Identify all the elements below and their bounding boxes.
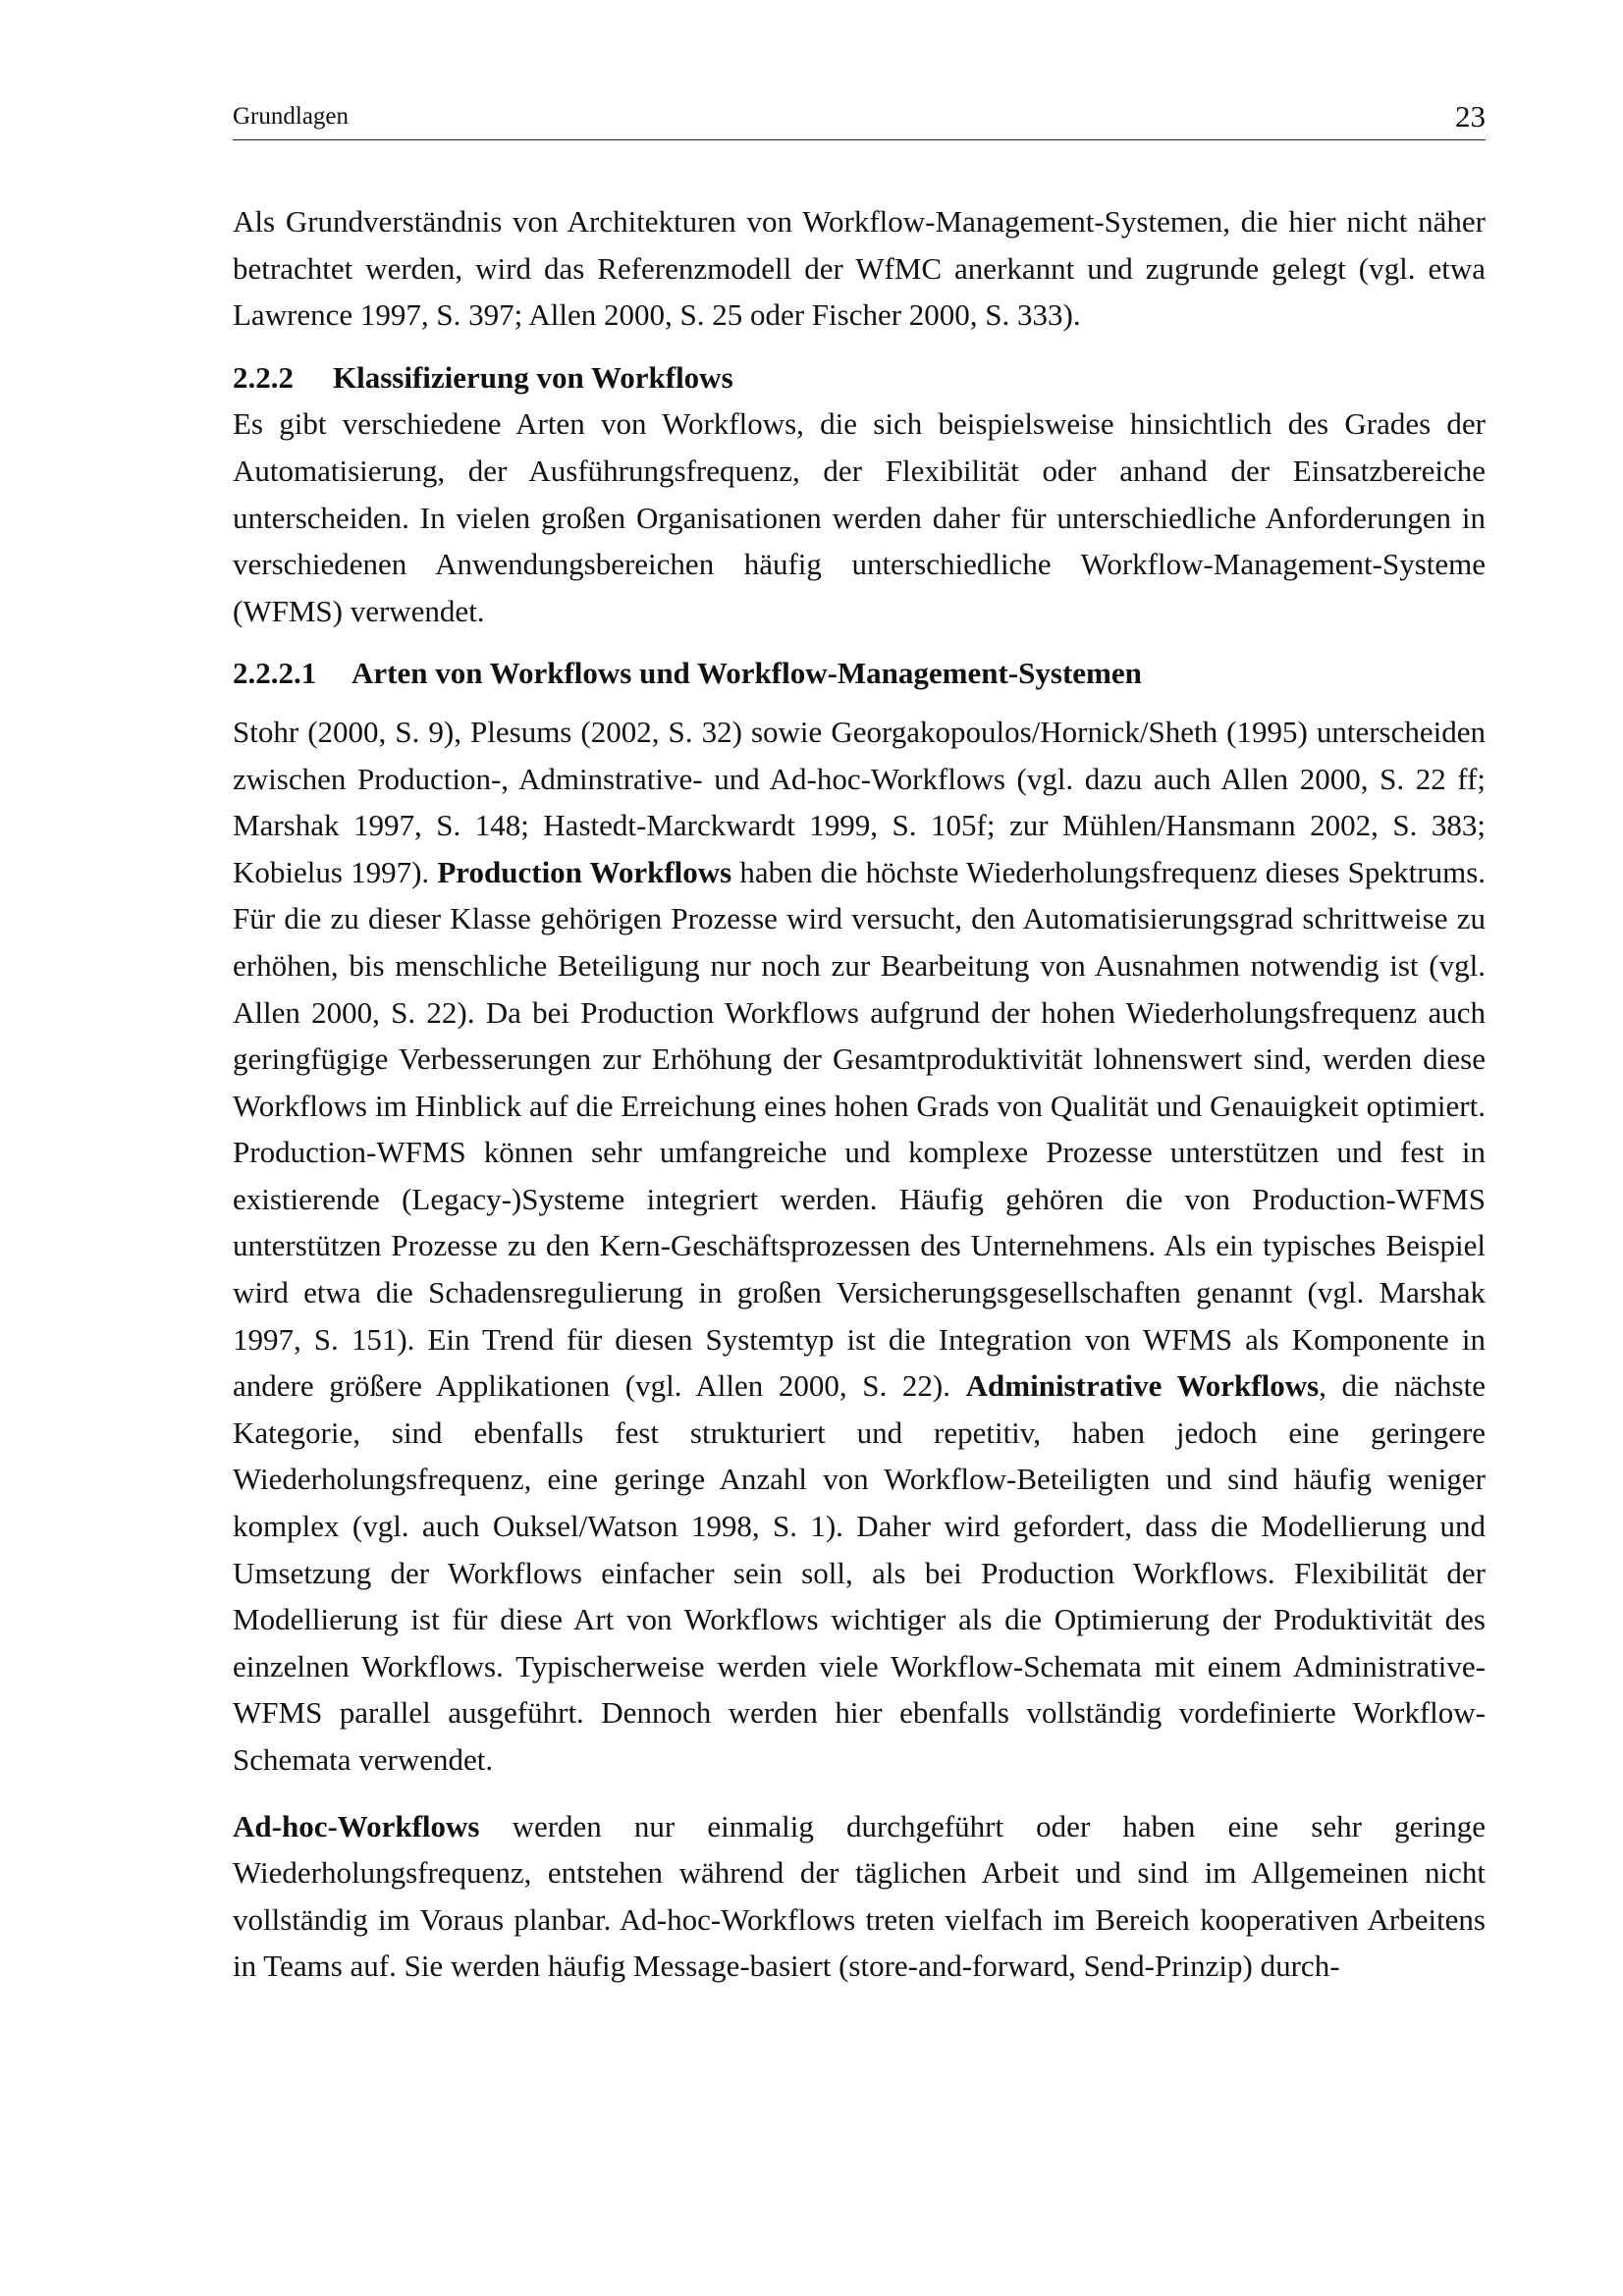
paragraph-text-a: Stohr (2000, S. 9), Plesums (2002, S. 32) sowie Georgakopoulos/Hornick/Sheth (1995) unterscheiden zwischen Production-, Adminstrative- und Ad-hoc-Workflows (vgl. dazu auch Allen 2000, S. 22 ff; Marshak 1997, S. 148; Hastedt-Marckwardt 1999, S. 105f; zur Mühlen/Hansmann 2002, S. 383; Kobielus 1997). (233, 714, 1486, 889)
subsection-number: 2.2.2.1 (233, 656, 317, 691)
paragraph-text-b: haben die höchste Wiederholungsfrequenz dieses Spektrums. Für die zu dieser Klasse gehörigen Prozesse wird versucht, den Automatisierungsgrad schrittweise zu erhöhen, bis menschliche Beteiligung nur noch zur Bearbeitung von Ausnahmen notwendig ist (vgl. Allen 2000, S. 22). Da bei Production Workflows aufgrund der hohen Wiederholungsfrequenz auch geringfügige Verbesserungen zur Erhöhung der Gesamtproduktivität lohnenswert sind, werden diese Workflows im Hinblick auf die Erreichung eines hohen Grads von Qualität und Genauigkeit optimiert. Production-WFMS können sehr umfangreiche und komplexe Prozesse unterstützen und fest in existierende (Legacy-)Systeme integriert werden. Häufig gehören die von Production-WFMS unterstützen Prozesse zu den Kern-Geschäftsprozessen des Unternehmens. Als ein typisches Beispiel wird etwa die Schadensregulierung in großen Versicherungsgesellschaften genannt (vgl. Marshak 1997, S. 151). Ein Trend für diesen Systemtyp ist die Integration von WFMS als Komponente in andere größere Applikationen (vgl. Allen 2000, S. 22). (233, 854, 1487, 1404)
chapter-title: Grundlagen (233, 103, 350, 130)
classification-paragraph: Es gibt verschiedene Arten von Workflows, die sich beispielsweise hinsichtlich des Grades der Automatisierung, der Ausführungsfrequenz, der Flexibilität oder anhand der Einsatzbereiche unterscheiden. In vielen großen Organisationen werden daher für unterschiedliche Anforderungen in verschiedenen Anwendungsbereichen häufig unterschiedliche Workflow-Management-Systeme (WFMS) verwendet. (233, 406, 1486, 628)
running-header (233, 98, 1486, 140)
paragraph-text-adhoc: werden nur einmalig durchgeführt oder haben eine sehr geringe Wiederholungsfrequenz, entstehen während der täglichen Arbeit und sind im Allgemeinen nicht vollständig im Voraus planbar. Ad-hoc-Workflows treten vielfach im Bereich kooperativen Arbeitens in Teams auf. Sie werden häufig Message-basiert (store-and-forward, Send-Prinzip) durch- (233, 1808, 1486, 1984)
body-text (233, 198, 1486, 1990)
adhoc-paragraph (233, 1803, 1486, 1990)
term-administrative-workflows: Administrative Workflows (965, 1368, 1320, 1404)
section-heading-2-2-2 (233, 354, 1486, 401)
subsection-title: Arten von Workflows und Workflow-Management-Systemen (352, 656, 1142, 691)
term-production-workflows: Production Workflows (437, 854, 732, 889)
intro-paragraph: Als Grundverständnis von Architekturen von Workflow-Management-Systemen, die hier nicht näher betrachtet werden, wird das Referenzmodell der WfMC anerkannt und zugrunde gelegt (vgl. etwa Lawrence 1997, S. 397; Allen 2000, S. 25 oder Fischer 2000, S. 333). (233, 204, 1486, 333)
paragraph-text-c: , die nächste Kategorie, sind ebenfalls fest strukturiert und repetitiv, haben jedoch eine geringere Wiederholungsfrequenz, eine geringe Anzahl von Workflow-Beteiligten und sind häufig weniger komplex (vgl. auch Ouksel/Watson 1998, S. 1). Daher wird gefordert, dass die Modellierung und Umsetzung der Workflows einfacher sein soll, als bei Production Workflows. Flexibilität der Modellierung ist für diese Art von Workflows wichtiger als die Optimierung der Produktivität des einzelnen Workflows. Typischerweise werden viele Workflow-Schemata mit einem Administrative-WFMS parallel ausgeführt. Dennoch werden hier ebenfalls vollständig vordefinierte Workflow-Schemata verwendet. (233, 1368, 1486, 1777)
page-number: 23 (1455, 99, 1486, 133)
section-title: Klassifizierung von Workflows (333, 359, 733, 395)
workflow-types-paragraph (233, 709, 1486, 1784)
term-adhoc-workflows: Ad-hoc-Workflows (233, 1808, 480, 1843)
section-number: 2.2.2 (233, 359, 294, 395)
section-heading-2-2-2-1 (233, 650, 1486, 697)
